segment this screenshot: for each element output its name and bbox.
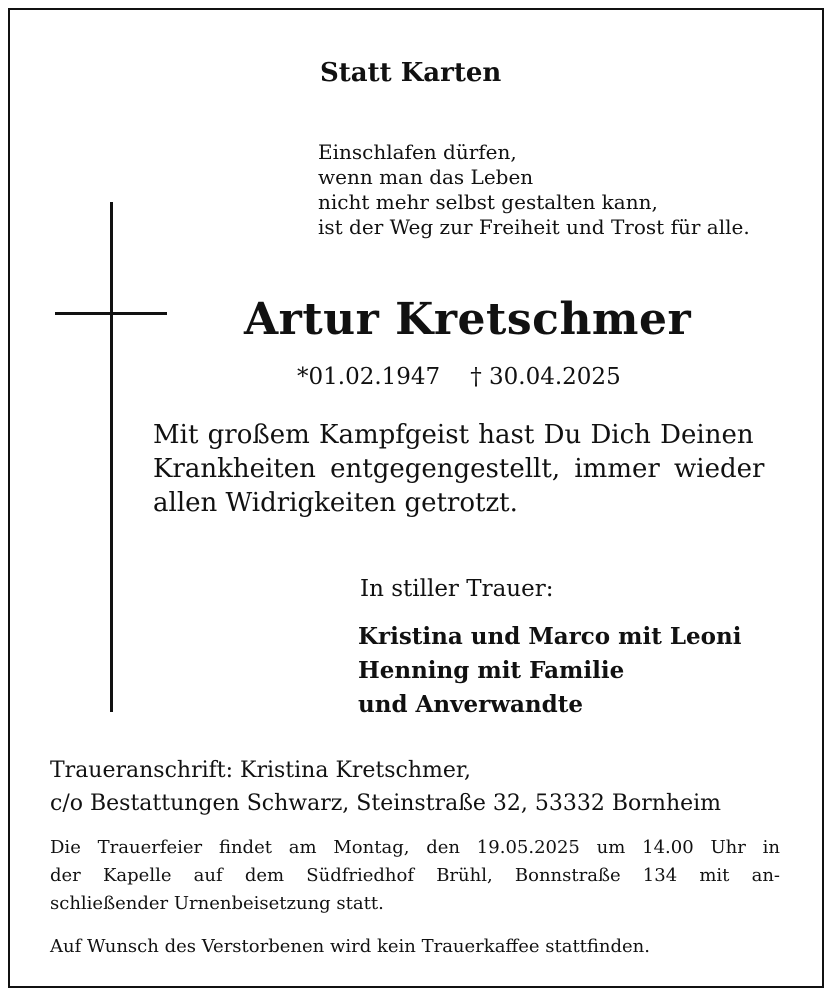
message-line: allen Widrigkeiten getrotzt. xyxy=(153,488,518,518)
cross-icon xyxy=(110,202,113,712)
mourning-address xyxy=(50,754,721,820)
message-line: Krankheiten entgegengestellt, immer wieder xyxy=(153,454,765,484)
poem-line: wenn man das Leben xyxy=(318,165,534,189)
poem-line: Einschlafen dürfen, xyxy=(318,140,517,164)
poem xyxy=(318,140,750,240)
mourner: und Anverwandte xyxy=(358,691,583,718)
death-date: † 30.04.2025 xyxy=(470,364,621,390)
mourner: Kristina und Marco mit Leoni xyxy=(358,623,742,650)
obituary-frame xyxy=(8,8,824,988)
message-line: Mit großem Kampfgeist hast Du Dich Deinen xyxy=(153,420,754,450)
birth-date: *01.02.1947 xyxy=(297,364,441,390)
mourner: Henning mit Familie xyxy=(358,657,625,684)
deceased-name: Artur Kretschmer xyxy=(244,294,692,345)
deceased-wish: Auf Wunsch des Verstorbenen wird kein Trauerkaffee stattfinden. xyxy=(50,936,650,957)
address-line: c/o Bestattungen Schwarz, Steinstraße 32, 53332 Bornheim xyxy=(50,791,722,816)
address-line: Traueranschrift: Kristina Kretschmer, xyxy=(50,758,472,783)
ceremony-line: Die Trauerfeier findet am Montag, den 19.05.2025 um 14.00 Uhr in xyxy=(50,837,780,858)
ceremony-line: schließender Urnenbeisetzung statt. xyxy=(50,893,384,914)
life-dates xyxy=(297,364,621,390)
header-title: Statt Karten xyxy=(320,58,502,88)
mourning-intro: In stiller Trauer: xyxy=(360,576,554,602)
ceremony-line: der Kapelle auf dem Südfriedhof Brühl, Bonnstraße 134 mit an- xyxy=(50,865,780,886)
cross-icon-bar xyxy=(55,312,167,315)
mourners-list xyxy=(358,620,741,722)
ceremony-info xyxy=(50,834,780,918)
poem-line: nicht mehr selbst gestalten kann, xyxy=(318,190,658,214)
poem-line: ist der Weg zur Freiheit und Trost für alle. xyxy=(318,215,750,239)
memorial-message xyxy=(153,418,789,520)
